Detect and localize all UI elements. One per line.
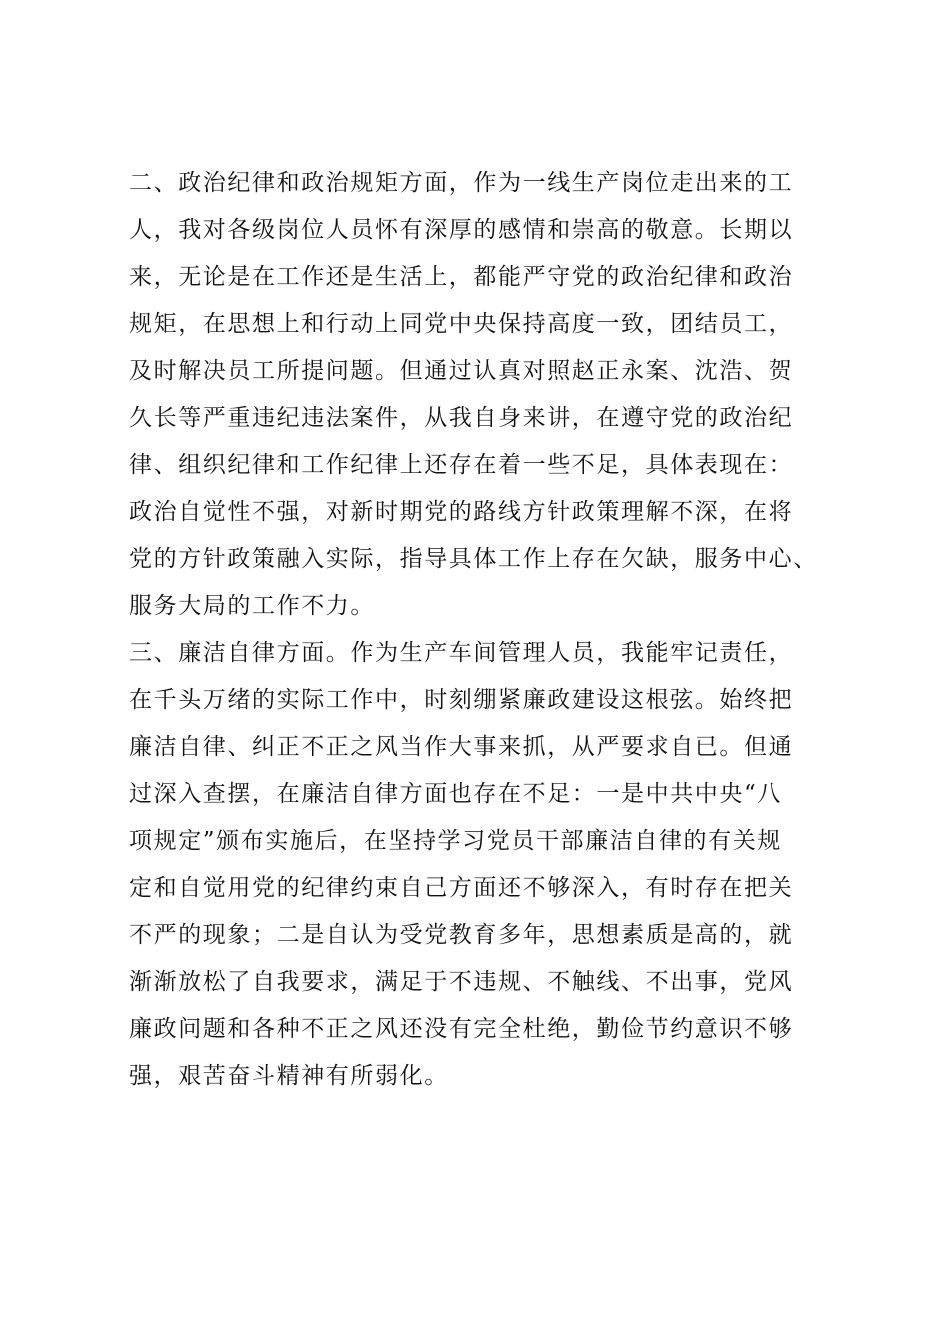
document-body [129,160,849,1100]
text-line: 在千头万绪的实际工作中，时刻绷紧廉政建设这根弦。始终把 [129,687,794,713]
text-line: 渐渐放松了自我要求，满足于不违规、不触线、不出事，党风 [129,969,794,995]
text-line: 不严的现象；二是自认为受党教育多年，思想素质是高的，就 [129,922,794,948]
text-line: 服务大局的工作不力。 [129,593,375,619]
text-line: 廉政问题和各种不正之风还没有完全杜绝，勤俭节约意识不够 [129,1016,794,1042]
text-line: 久长等严重违纪违法案件，从我自身来讲，在遵守党的政治纪 [129,405,794,431]
section-three [129,630,849,1100]
text-line: 定和自觉用党的纪律约束自己方面还不够深入，有时存在把关 [129,875,794,901]
text-line: 二、政治纪律和政治规矩方面，作为一线生产岗位走出来的工 [129,170,794,196]
text-line: 人，我对各级岗位人员怀有深厚的感情和崇高的敬意。长期以 [129,217,794,243]
text-line: 项规定”颁布实施后，在坚持学习党员干部廉洁自律的有关规 [129,828,782,854]
text-line: 党的方针政策融入实际，指导具体工作上存在欠缺，服务中心、 [129,546,818,572]
text-line: 及时解决员工所提问题。但通过认真对照赵正永案、沈浩、贺 [129,358,794,384]
text-line: 三、廉洁自律方面。作为生产车间管理人员，我能牢记责任， [129,640,794,666]
text-line: 规矩，在思想上和行动上同党中央保持高度一致，团结员工， [129,311,794,337]
text-line: 政治自觉性不强，对新时期党的路线方针政策理解不深，在将 [129,499,794,525]
text-line: 来，无论是在工作还是生活上，都能严守党的政治纪律和政治 [129,264,794,290]
text-line: 强，艰苦奋斗精神有所弱化。 [129,1063,449,1089]
section-two [129,160,849,630]
text-line: 廉洁自律、纠正不正之风当作大事来抓，从严要求自已。但通 [129,734,794,760]
text-line: 律、组织纪律和工作纪律上还存在着一些不足，具体表现在： [129,452,794,478]
text-line: 过深入查摆，在廉洁自律方面也存在不足：一是中共中央“八 [129,781,782,807]
